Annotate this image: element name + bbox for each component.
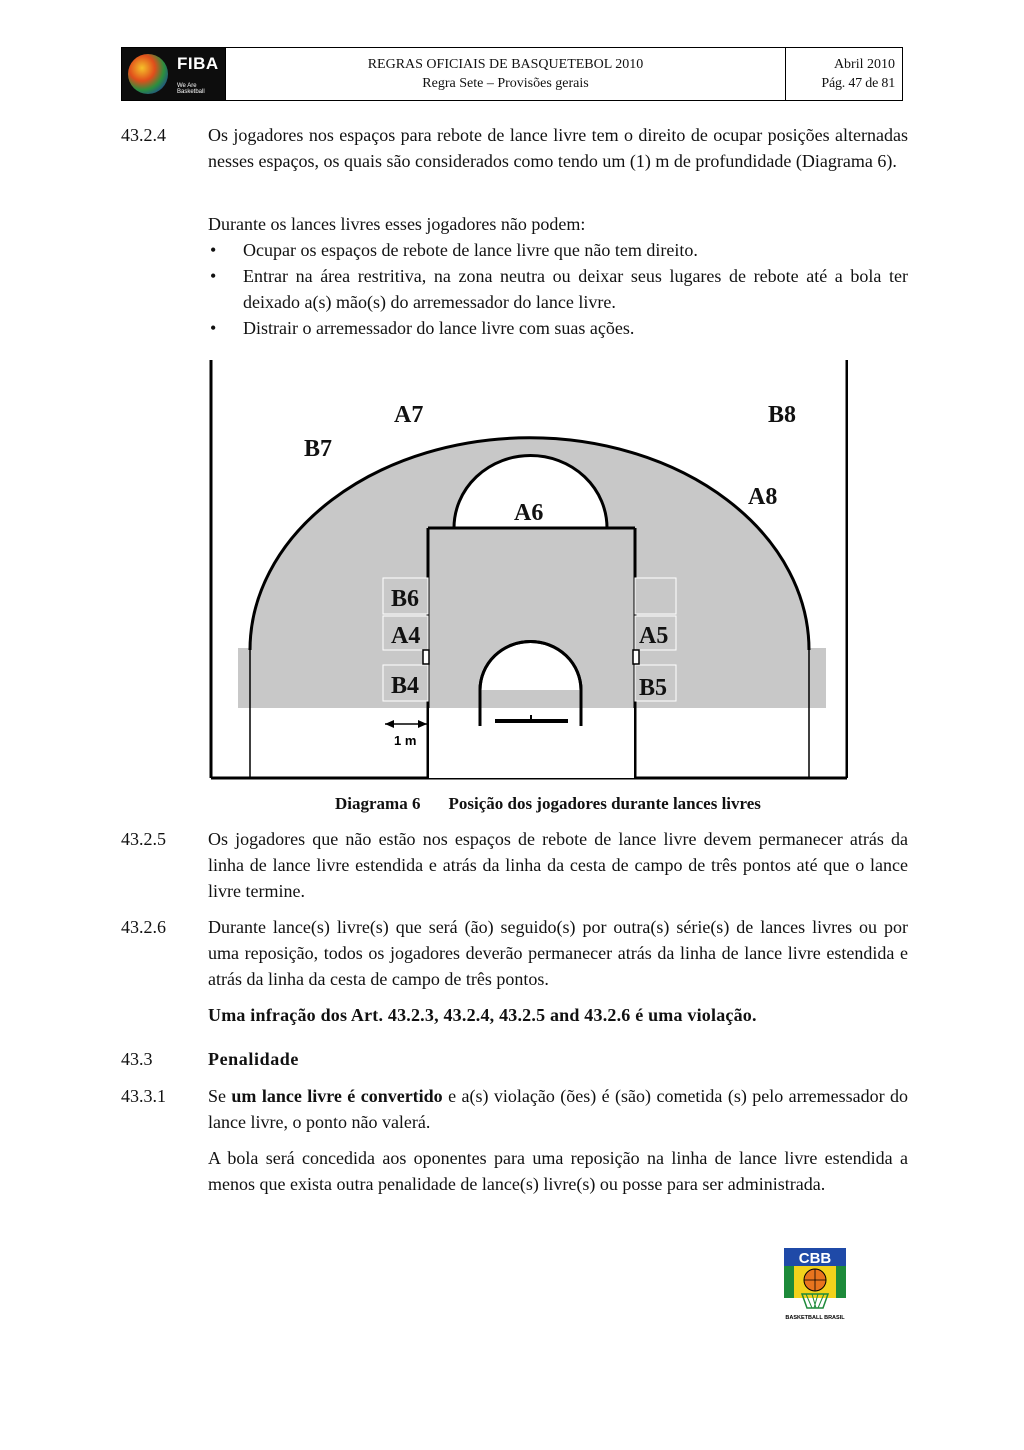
band-over-semicircle: [453, 690, 608, 708]
header-title-block: [226, 48, 786, 100]
section-intro: Durante os lances livres esses jogadores não podem:: [208, 214, 586, 234]
caption-number: Diagrama 6: [335, 794, 421, 813]
section-number: 43.2.4: [121, 125, 166, 145]
page-header: [121, 47, 903, 101]
section-text: Durante lance(s) livre(s) que será (ão) seguido(s) por outra(s) série(s) de lances livres ou por uma reposição, todos os jogadores deverão permanecer atrás da linha de lance livre estendida e atrás da linha da cesta de campo de três pontos.: [208, 917, 908, 989]
header-page-number: Pág. 47 de 81: [821, 76, 895, 91]
fiba-logo: [122, 48, 226, 100]
label-a7: A7: [394, 402, 424, 428]
section-number: 43.3.1: [121, 1086, 166, 1106]
cbb-logo-tagline: BASKETBALL BRASIL: [785, 1315, 845, 1321]
text-post: e a(s) violação (ões) é (são) cometida (s) pelo arremessador do lance livre, o ponto não valerá.: [208, 1086, 908, 1132]
section-text: Os jogadores nos espaços para rebote de lance livre tem o direito de ocupar posições alternadas nesses espaços, os quais são considerados como tendo um (1) m de profundidade (Diagrama 6).: [208, 125, 908, 171]
caption-title: Posição dos jogadores durante lances livres: [448, 794, 761, 813]
bullet-item: Ocupar os espaços de rebote de lance livre que não tem direito.: [243, 240, 698, 260]
header-subtitle: Regra Sete – Provisões gerais: [422, 76, 589, 91]
cbb-logo-text: CBB: [798, 1250, 832, 1267]
diagram-caption: [335, 792, 761, 816]
violation-note: Uma infração dos Art. 43.2.3, 43.2.4, 43.2.5 and 43.2.6 é uma violação.: [208, 1005, 757, 1025]
header-meta: [786, 48, 901, 100]
fiba-logo-tagline: We Are Basketball: [177, 83, 205, 95]
bullet-icon: •: [210, 240, 217, 260]
section-text: [208, 1083, 908, 1135]
arrow-right-icon: [418, 720, 427, 728]
logo-green-right: [836, 1266, 846, 1298]
court-diagram: [208, 360, 848, 780]
arrow-left-icon: [385, 720, 394, 728]
label-a8: A8: [748, 484, 778, 510]
bullet-icon: •: [210, 266, 217, 286]
section-title: Penalidade: [208, 1049, 300, 1069]
text-pre: Se: [208, 1086, 232, 1106]
bullet-icon: •: [210, 318, 217, 338]
bullet-item: Entrar na área restritiva, na zona neutra ou deixar seus lugares de rebote até a bola ter deixado a(s) mão(s) do arremessador do lance livre.: [243, 266, 908, 312]
space-right-top: [635, 578, 676, 614]
label-a6: A6: [514, 500, 544, 526]
section-text: Os jogadores que não estão nos espaços de rebote de lance livre devem permanecer atrás da linha de lance livre estendida e atrás da linha da cesta de campo de três pontos até que o lance livre termine.: [208, 829, 908, 901]
basketball-icon: [128, 54, 168, 94]
neutral-zone-right: [633, 650, 639, 664]
bullet-item: Distrair o arremessador do lance livre com suas ações.: [243, 318, 635, 338]
fiba-logo-text: FIBA: [177, 54, 219, 73]
text-bold: um lance livre é convertido: [231, 1086, 443, 1106]
label-b8: B8: [768, 402, 797, 428]
section-text-2: A bola será concedida aos oponentes para uma reposição na linha de lance livre estendida a menos que exista outra penalidade de lance(s) livre(s) ou posse para ser administrada.: [208, 1148, 908, 1194]
logo-green-left: [784, 1266, 794, 1298]
label-b5: B5: [639, 675, 668, 701]
label-one-meter: 1 m: [394, 733, 417, 748]
label-a4: A4: [391, 623, 421, 649]
label-b7: B7: [304, 436, 333, 462]
section-number: 43.2.6: [121, 917, 166, 937]
header-date: Abril 2010: [833, 57, 895, 72]
label-a5: A5: [639, 623, 669, 649]
label-b4: B4: [391, 673, 420, 699]
section-number: 43.3: [121, 1049, 153, 1069]
neutral-zone-left: [423, 650, 429, 664]
header-title: REGRAS OFICIAIS DE BASQUETEBOL 2010: [367, 57, 644, 72]
cbb-logo: [782, 1246, 848, 1322]
label-b6: B6: [391, 586, 420, 612]
section-number: 43.2.5: [121, 829, 166, 849]
